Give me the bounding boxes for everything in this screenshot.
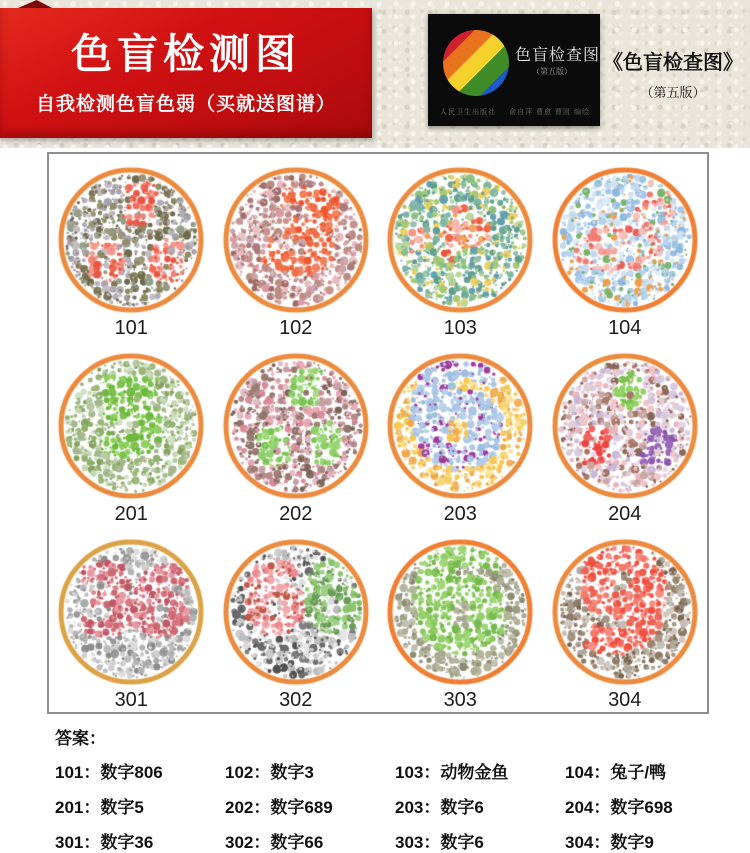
ishihara-plate-cell xyxy=(214,340,379,526)
plate-dots-canvas xyxy=(221,351,371,501)
ishihara-plate-cell xyxy=(49,154,214,340)
side-caption xyxy=(598,46,748,101)
answer-item: 301：数字36 xyxy=(55,833,154,852)
book-authors: 俞自萍 曹愈 曹凯 编绘 xyxy=(509,109,590,116)
ishihara-plate-cell xyxy=(214,154,379,340)
plate-number-label: 104 xyxy=(608,317,642,339)
book-footer xyxy=(440,107,590,117)
plate-number-label: 302 xyxy=(279,689,313,711)
side-caption-title: 《色盲检查图》 xyxy=(603,52,743,74)
ishihara-plate-cell xyxy=(543,340,708,526)
answers-section xyxy=(55,724,735,853)
answer-item: 302：数字66 xyxy=(225,833,324,852)
answer-item: 303：数字6 xyxy=(395,833,484,852)
plate-dots-canvas xyxy=(56,165,206,315)
ishihara-plate-cell xyxy=(378,526,543,712)
banner-subtitle: 自我检测色盲色弱（买就送图谱） xyxy=(35,94,336,116)
answer-item: 104：兔子/鸭 xyxy=(565,763,667,782)
plate-dots-canvas xyxy=(56,351,206,501)
answer-item: 101：数字806 xyxy=(55,763,163,782)
ishihara-plate-cell xyxy=(378,154,543,340)
plates-panel xyxy=(47,152,709,714)
side-caption-edition: （第五版） xyxy=(640,85,706,100)
plate-dots-canvas xyxy=(550,351,700,501)
answer-item: 204：数字698 xyxy=(565,798,673,817)
answer-item: 103：动物金鱼 xyxy=(395,763,509,782)
rainbow-logo-icon xyxy=(443,30,509,96)
answer-item: 304：数字9 xyxy=(565,833,654,852)
promo-banner xyxy=(0,8,372,138)
answers-heading: 答案： xyxy=(55,729,106,748)
plate-number-label: 101 xyxy=(114,317,148,339)
answer-item: 203：数字6 xyxy=(395,798,484,817)
answer-item: 201：数字5 xyxy=(55,798,144,817)
plate-dots-canvas xyxy=(221,537,371,687)
answer-item: 202：数字689 xyxy=(225,798,333,817)
plate-dots-canvas xyxy=(550,165,700,315)
banner-title: 色盲检测图 xyxy=(71,31,301,77)
ishihara-plate-cell xyxy=(214,526,379,712)
answers-grid xyxy=(55,758,735,853)
plate-number-label: 204 xyxy=(608,503,642,525)
plate-dots-canvas xyxy=(221,165,371,315)
plate-number-label: 102 xyxy=(279,317,313,339)
ishihara-plate-cell xyxy=(49,340,214,526)
plate-number-label: 304 xyxy=(608,689,642,711)
plate-dots-canvas xyxy=(550,537,700,687)
ishihara-plate-cell xyxy=(378,340,543,526)
book-edition: （第五版） xyxy=(532,67,572,76)
plate-number-label: 202 xyxy=(279,503,313,525)
plate-dots-canvas xyxy=(385,351,535,501)
plate-dots-canvas xyxy=(385,537,535,687)
plate-dots-canvas xyxy=(56,537,206,687)
answer-item: 102：数字3 xyxy=(225,763,314,782)
ishihara-plate-cell xyxy=(543,154,708,340)
plate-dots-canvas xyxy=(385,165,535,315)
book-title: 色盲检查图 xyxy=(515,47,601,64)
ishihara-plate-cell xyxy=(543,526,708,712)
book-cover xyxy=(428,14,600,126)
plate-number-label: 103 xyxy=(443,317,477,339)
plate-number-label: 303 xyxy=(443,689,477,711)
plate-number-label: 201 xyxy=(114,503,148,525)
plate-number-label: 203 xyxy=(443,503,477,525)
plate-number-label: 301 xyxy=(114,689,148,711)
book-publisher: 人民卫生出版社 xyxy=(440,109,496,116)
ishihara-plate-cell xyxy=(49,526,214,712)
